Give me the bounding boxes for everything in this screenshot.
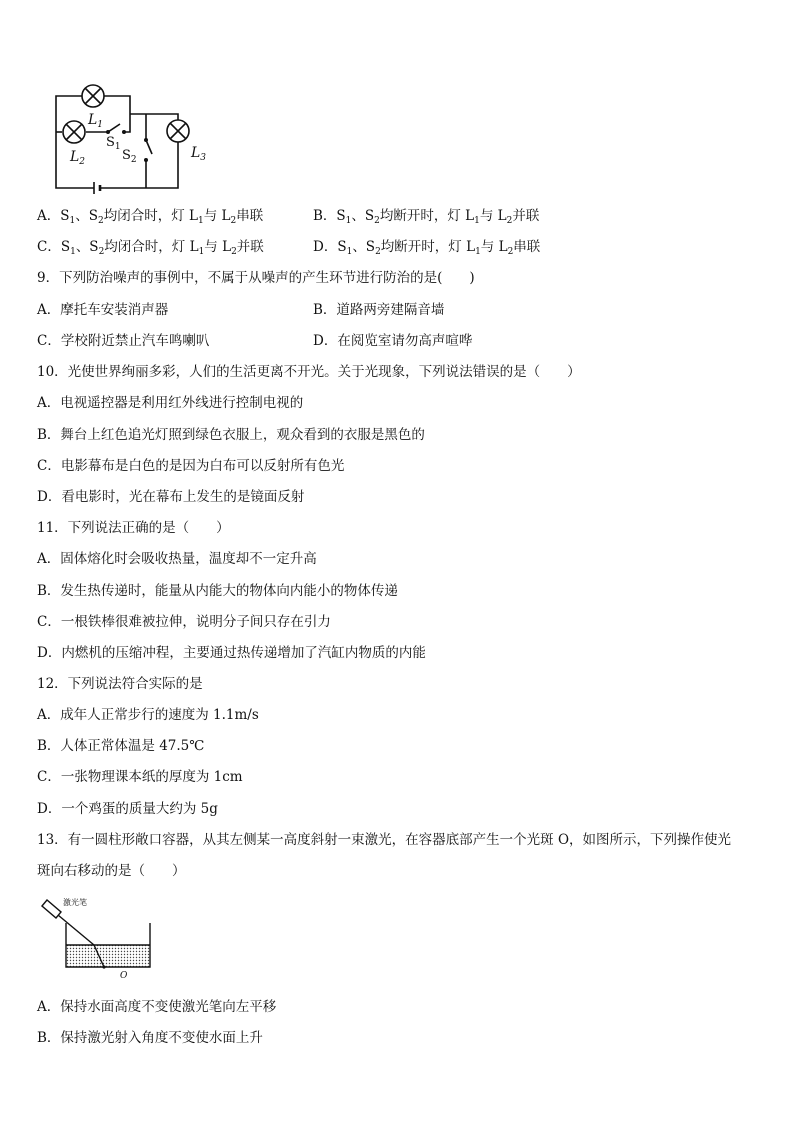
circuit-wire-top (104, 96, 130, 114)
q9-stem: 9．下列防治噪声的事例中，不属于从噪声的产生环节进行防治的是( ) (37, 270, 475, 286)
circuit-wire-s1-right (124, 114, 130, 132)
circuit-wire-right-top (130, 114, 178, 120)
q11-option-b: B．发生热传递时，能量从内能大的物体向内能小的物体传递 (37, 583, 398, 599)
q11-option-c: C．一根铁棒很难被拉伸，说明分子间只存在引力 (37, 614, 331, 630)
q8-option-a: A．$S_1$、$S_2$均闭合时，灯 $L_1$与 $L_2$串联 (37, 208, 264, 226)
water (66, 945, 150, 967)
label-l2: $L_2$ (70, 149, 86, 167)
q10-option-b: B．舞台上红色追光灯照到绿色衣服上，观众看到的衣服是黑色的 (37, 427, 425, 443)
q11-option-d: D．内燃机的压缩冲程，主要通过热传递增加了汽缸内物质的内能 (37, 645, 426, 661)
q9-option-a: A．摩托车安装消声器 (37, 302, 169, 318)
q9-option-d: D．在阅览室请勿高声喧哗 (313, 333, 473, 349)
laser-beam-air (58, 915, 94, 945)
spot-label-o: O (120, 971, 128, 981)
q8-option-b: B．$S_1$、$S_2$均断开时，灯 $L_1$与 $L_2$并联 (313, 208, 540, 226)
q12-option-d: D．一个鸡蛋的质量大约为 5g (37, 801, 218, 817)
switch-s1-contact (122, 130, 126, 134)
q12-option-a: A．成年人正常步行的速度为 1.1m/s (37, 707, 259, 723)
q13-stem-line1: 13．有一圆柱形敞口容器，从其左侧某一高度斜射一束激光，在容器底部产生一个光斑 O，如图所示，下列操作使光 (37, 832, 732, 848)
switch-s1 (108, 124, 120, 132)
circuit-diagram (48, 80, 218, 195)
laser-container-diagram (36, 893, 156, 983)
light-spot (102, 965, 105, 968)
switch-s2 (146, 140, 152, 154)
q10-option-a: A．电视遥控器是利用红外线进行控制电视的 (37, 395, 304, 411)
q13-stem-line2: 斑向右移动的是（ ） (37, 863, 186, 879)
circuit-wire-left (56, 96, 94, 188)
label-s2: $S_2$ (122, 148, 137, 165)
q11-option-a: A．固体熔化时会吸收热量，温度却不一定升高 (37, 551, 317, 567)
switch-s2-contact (144, 158, 148, 162)
q11-stem: 11．下列说法正确的是（ ） (37, 520, 230, 536)
q8-option-d: D．$S_1$、$S_2$均断开时，灯 $L_1$与 $L_2$串联 (313, 239, 541, 257)
q9-option-b: B．道路两旁建隔音墙 (313, 302, 445, 318)
label-l3: $L_3$ (191, 145, 207, 163)
label-s1: $S_1$ (106, 135, 121, 152)
q10-stem: 10．光使世界绚丽多彩，人们的生活更离不开光。关于光现象，下列说法错误的是（ ） (37, 364, 581, 380)
q9-option-c: C．学校附近禁止汽车鸣喇叭 (37, 333, 210, 349)
q8-option-c: C．$S_1$、$S_2$均闭合时，灯 $L_1$与 $L_2$并联 (37, 239, 264, 257)
q10-option-c: C．电影幕布是白色的是因为白布可以反射所有色光 (37, 458, 345, 474)
circuit-diagram-svg (48, 80, 218, 195)
q12-stem: 12．下列说法符合实际的是 (37, 676, 203, 692)
q12-option-b: B．人体正常体温是 47.5℃ (37, 738, 205, 754)
label-l1: $L_1$ (88, 112, 104, 130)
laser-container-svg (36, 893, 156, 983)
switch-s1-pivot (106, 130, 110, 134)
q10-option-d: D．看电影时，光在幕布上发生的是镜面反射 (37, 489, 305, 505)
q12-option-c: C．一张物理课本纸的厚度为 1cm (37, 769, 243, 785)
q13-option-b: B．保持激光射入角度不变使水面上升 (37, 1030, 263, 1046)
laser-pen-label: 激光笔 (63, 898, 87, 907)
q13-option-a: A．保持水面高度不变使激光笔向左平移 (37, 999, 277, 1015)
switch-s2-pivot (144, 138, 148, 142)
